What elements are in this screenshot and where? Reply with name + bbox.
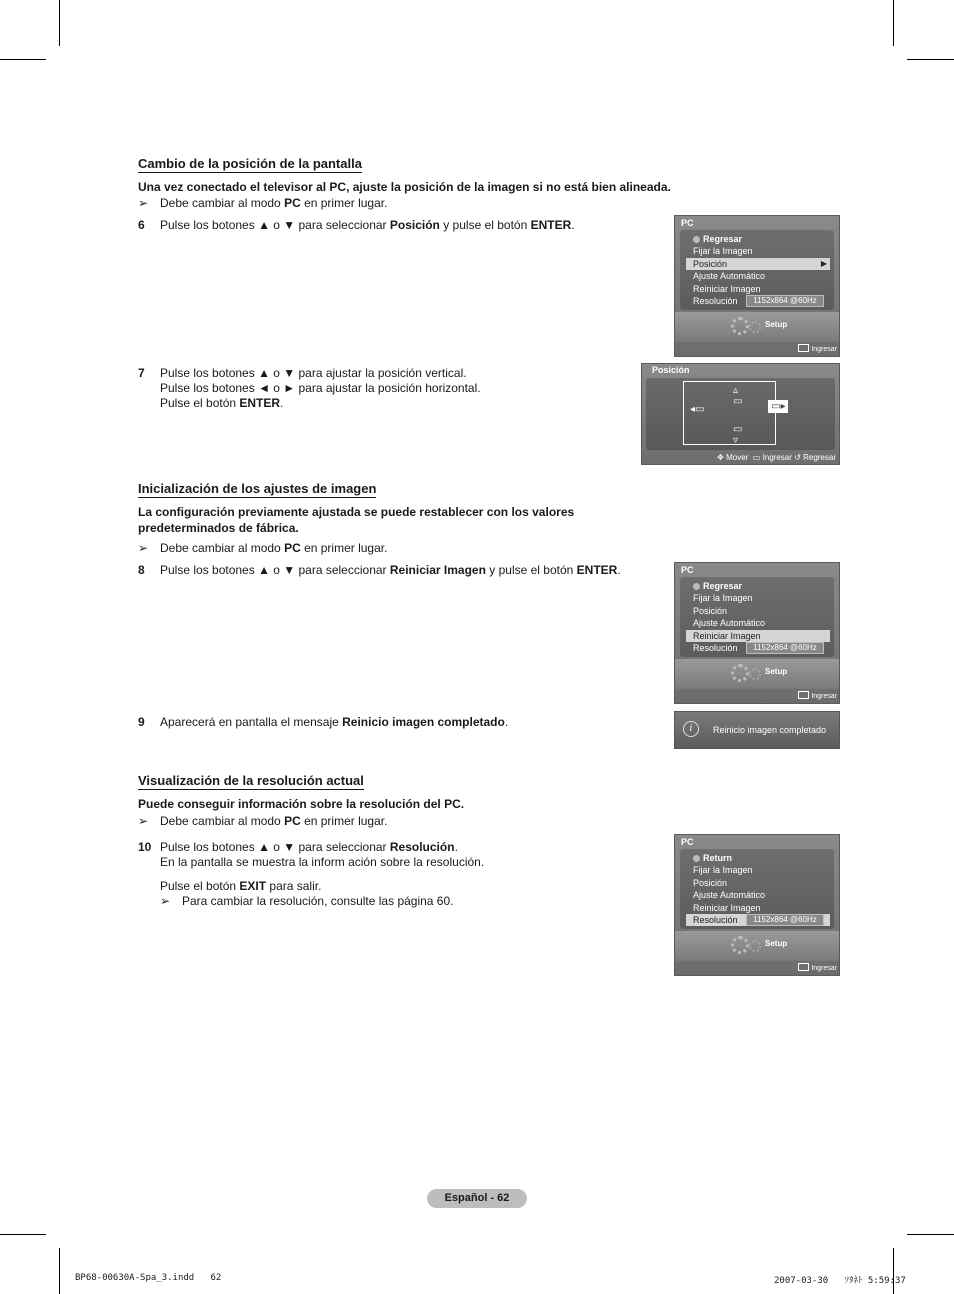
menu-item[interactable]: Posición: [693, 878, 728, 888]
info-icon: i: [683, 721, 699, 737]
menu-item[interactable]: Resolución 1152x864 @60Hz: [686, 642, 830, 654]
message-box: i Reinicio imagen completado: [674, 711, 840, 749]
resolution-value: 1152x864 @60Hz: [746, 914, 824, 926]
enter-icon: ▭: [752, 453, 761, 462]
return-icon: ↺: [794, 453, 801, 462]
crop-mark: [59, 0, 60, 46]
return-icon: [693, 583, 700, 590]
arrow-up-icon[interactable]: ▵ ▭: [733, 385, 743, 407]
crop-mark: [59, 1248, 60, 1294]
menu-item[interactable]: Return: [686, 852, 830, 864]
arrow-icon: ➢: [138, 196, 149, 210]
enter-icon: [798, 344, 809, 352]
gear-icon: [731, 936, 749, 954]
osd-menu-reiniciar: PC Regresar Fijar la Imagen Posición Ajuste Automático Reiniciar Imagen Resolución 1152x864 @60Hz Setup Ingresar: [674, 562, 840, 704]
note: ➢ Debe cambiar al modo PC en primer lugar.: [138, 196, 388, 210]
gear-icon: [731, 664, 749, 682]
menu-item[interactable]: Ajuste Automático: [693, 618, 766, 628]
menu-item-selected[interactable]: Posición ▶: [686, 258, 830, 270]
arrow-icon: ➢: [160, 894, 171, 908]
note: ➢ Debe cambiar al modo PC en primer lugar.: [138, 541, 388, 555]
crop-mark: [907, 1234, 954, 1235]
menu-item[interactable]: Fijar la Imagen: [693, 246, 753, 256]
menu-item[interactable]: Ajuste Automático: [693, 890, 766, 900]
gear-icon: [749, 321, 761, 333]
gear-icon: [749, 668, 761, 680]
menu-item[interactable]: Regresar: [686, 233, 830, 245]
crop-mark: [907, 59, 954, 60]
date-slug: 2007-03-30 ｿﾀﾈﾄ 5:59:37: [774, 1276, 906, 1286]
arrow-icon: ➢: [138, 541, 149, 555]
resolution-value: 1152x864 @60Hz: [746, 642, 824, 654]
section-title: Cambio de la posición de la pantalla: [138, 156, 362, 171]
chevron-right-icon: ▶: [820, 259, 827, 268]
menu-item[interactable]: Fijar la Imagen: [693, 593, 753, 603]
section-lead: La configuración previamente ajustada se puede restablecer con los valores predeterminados de fábrica.: [138, 505, 575, 535]
menu-item[interactable]: Ajuste Automático: [693, 271, 766, 281]
position-screen: Posición ▵ ▭ ◂▭ ▭▸ ▭ ▿ ✥ Mover ▭ Ingresar ↺ Regresar: [641, 363, 840, 465]
osd-menu-resolucion: PC Return Fijar la Imagen Posición Ajuste Automático Reiniciar Imagen Resolución 1152x864 @60Hz Setup Ingresar: [674, 834, 840, 976]
gear-icon: [749, 940, 761, 952]
menu-item[interactable]: Reiniciar Imagen: [693, 284, 761, 294]
arrow-down-icon[interactable]: ▭ ▿: [733, 424, 743, 446]
return-icon: [693, 855, 700, 862]
enter-icon: [798, 963, 809, 971]
arrow-right-icon[interactable]: ▭▸: [768, 400, 788, 413]
crop-mark: [0, 1234, 46, 1235]
menu-item[interactable]: Posición: [693, 606, 728, 616]
crop-mark: [893, 1248, 894, 1294]
arrow-icon: ➢: [138, 814, 149, 828]
position-frame: [683, 381, 786, 446]
crop-mark: [0, 59, 46, 60]
menu-item[interactable]: Reiniciar Imagen: [693, 903, 761, 913]
menu-item[interactable]: Regresar: [686, 580, 830, 592]
page-number: Español - 62: [427, 1189, 527, 1208]
gear-icon: [731, 317, 749, 335]
resolution-value: 1152x864 @60Hz: [746, 295, 824, 307]
menu-item[interactable]: Fijar la Imagen: [693, 865, 753, 875]
section-title: Visualización de la resolución actual: [138, 773, 364, 788]
section-lead: Puede conseguir información sobre la resolución del PC.: [138, 797, 465, 811]
menu-item[interactable]: Resolución 1152x864 @60Hz: [686, 295, 830, 307]
section-title: Inicialización de los ajustes de imagen: [138, 481, 377, 496]
menu-item-selected[interactable]: Reiniciar Imagen: [686, 630, 830, 642]
note: ➢ Debe cambiar al modo PC en primer lugar.: [138, 814, 388, 828]
file-slug: BP68-00630A-Spa_3.indd 62: [75, 1273, 222, 1283]
menu-item-selected[interactable]: Resolución 1152x864 @60Hz: [686, 914, 830, 926]
arrow-left-icon[interactable]: ◂▭: [690, 404, 705, 415]
move-icon: ✥: [717, 453, 724, 462]
enter-icon: [798, 691, 809, 699]
section-lead: Una vez conectado el televisor al PC, ajuste la posición de la imagen si no está bien alineada.: [138, 180, 671, 194]
return-icon: [693, 236, 700, 243]
osd-menu-posicion: PC Regresar Fijar la Imagen Posición ▶ Ajuste Automático Reiniciar Imagen Resolución 1152x864 @60Hz Setup Ingresar: [674, 215, 840, 357]
crop-mark: [893, 0, 894, 46]
